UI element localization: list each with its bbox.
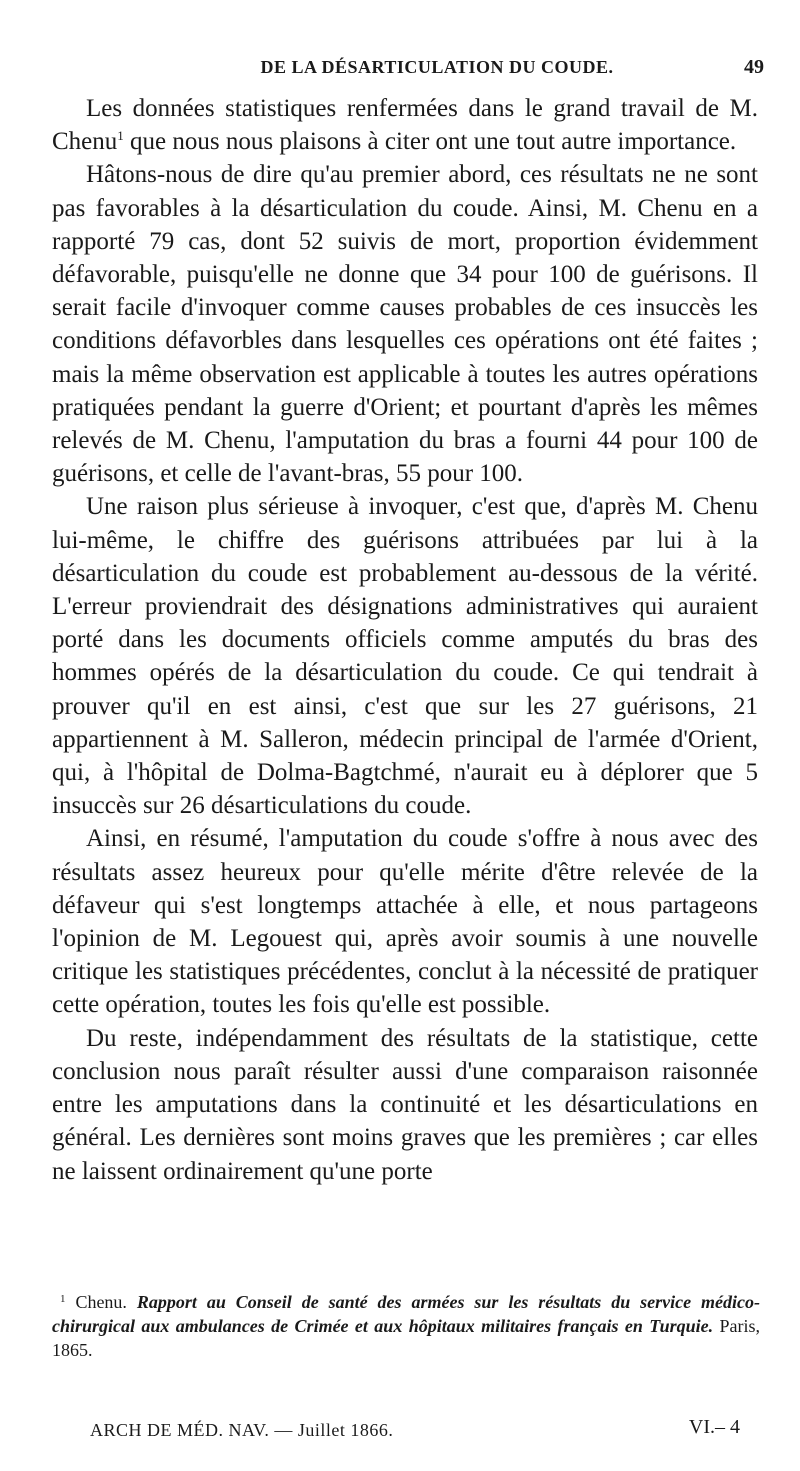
signature-mark: VI.– 4 bbox=[688, 1416, 740, 1438]
paragraph-text: Du reste, indépendamment des résultats de la statistique, cette conclusion nous paraît résulter aussi d'une comparaison raisonnée entre les amputations dans la continuité et les désarticulations en général. Les dernières sont moins graves que les premières ; car elles ne laissent ordinairement qu'une porte bbox=[52, 1024, 758, 1185]
paragraph-text: Les données statistiques renfermées dans le grand travail de M. Chenu bbox=[52, 95, 758, 156]
page-number: 49 bbox=[744, 56, 764, 78]
paragraph-text: que nous nous plaisons à citer ont une tout autre importance. bbox=[123, 128, 737, 156]
footer-source: ARCH DE MÉD. NAV. — Juillet 1866. bbox=[90, 1420, 394, 1440]
paragraph bbox=[52, 1022, 758, 1188]
body-text bbox=[52, 92, 758, 1188]
paragraph bbox=[52, 822, 758, 1021]
paragraph bbox=[52, 92, 758, 158]
paragraph bbox=[52, 158, 758, 490]
paragraph-text: Ainsi, en résumé, l'amputation du coude s'offre à nous avec des résultats assez heureux pour qu'elle mérite d'être relevée de la défaveur qui s'est longtemps attachée à elle, et nous partageons l'opinion de M. Legouest qui, après avoir soumis à une nouvelle critique les statistiques précédentes, conclut à la nécessité de pratiquer cette opération, toutes les fois qu'elle est possible. bbox=[52, 825, 758, 1019]
footnote bbox=[52, 1290, 760, 1362]
footnote-author: Chenu. bbox=[75, 1292, 127, 1312]
footnote-marker: 1 bbox=[60, 1293, 66, 1305]
running-title: DE LA DÉSARTICULATION DU COUDE. bbox=[260, 57, 614, 77]
footnote-reference: 1 bbox=[117, 128, 124, 144]
paragraph-text: Hâtons-nous de dire qu'au premier abord, ces résultats ne ne sont pas favorables à la désarticulation du coude. Ainsi, M. Chenu en a rapporté 79 cas, dont 52 suivis de mort, proportion évidemment défavorable, puisqu'elle ne donne que 34 pour 100 de guérisons. Il serait facile d'invoquer comme causes probables de ces insuccès les conditions défavorbles dans lesquelles ces opérations ont été faites ; mais la même observation est applicable à toutes les autres opérations pratiquées pendant la guerre d'Orient; et pourtant d'après les mêmes relevés de M. Chenu, l'amputation du bras a fourni 44 pour 100 de guérisons, et celle de l'avant-bras, 55 pour 100. bbox=[52, 161, 758, 488]
page-footer bbox=[90, 1416, 740, 1450]
paragraph-text: Une raison plus sérieuse à invoquer, c'est que, d'après M. Chenu lui-même, le chiffre des guérisons attribuées par lui à la désarticulation du coude est probablement au-dessous de la vérité. L'erreur proviendrait des désignations administratives qui auraient porté dans les documents officiels comme amputés du bras des hommes opérés de la désarticulation du coude. Ce qui tendrait à prouver qu'il en est ainsi, c'est que sur les 27 guérisons, 21 appartiennent à M. Salleron, médecin principal de l'armée d'Orient, qui, à l'hôpital de Dolma-Bagtchmé, n'aurait eu à déplorer que 5 insuccès sur 26 désarticulations du coude. bbox=[52, 493, 758, 820]
footnote-title: Rapport au Conseil de santé des armées sur les résultats du service médico-chirurgical aux ambulances de Crimée et aux hôpitaux militaires français en Turquie. bbox=[52, 1292, 761, 1336]
running-header bbox=[60, 56, 764, 88]
paragraph bbox=[52, 490, 758, 822]
footnote-imprint: Paris, 1865. bbox=[52, 1316, 761, 1360]
